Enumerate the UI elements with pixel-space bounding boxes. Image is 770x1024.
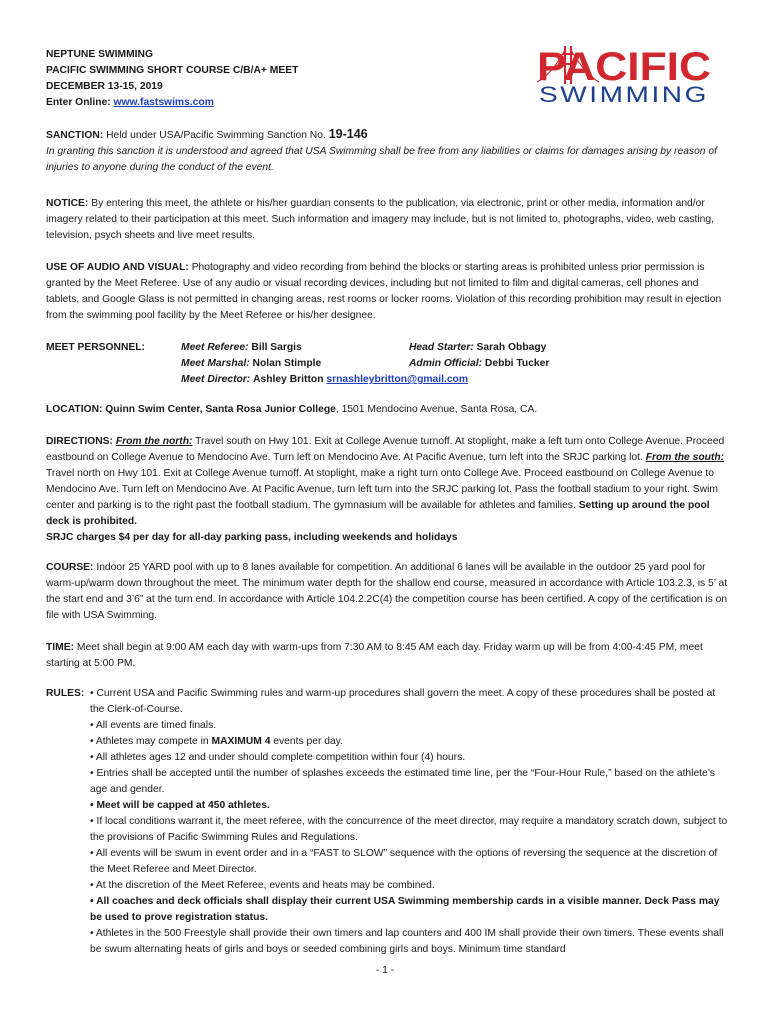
meet-director-role: Meet Director: <box>181 374 251 385</box>
admin-official-name: Debbi Tucker <box>484 358 550 369</box>
course-section <box>46 560 730 624</box>
admin-official-role: Admin Official: <box>409 358 483 369</box>
head-starter-row <box>409 340 549 356</box>
meet-director-row <box>181 372 468 388</box>
meet-header <box>46 47 298 111</box>
audio-visual-text: Photography and video recording from behind the blocks or starting areas is prohibited unless prior permission is granted by the Meet Referee. Use of any audio or visual recording devices, including but not limited to film and digital cameras, cell phones and tablets, and Google Glass is not permitted in changing areas, rest rooms or locker rooms. Violation of this recording prohibition may result in ejection from the swimming pool facility by the Meet Referee or his/her designee. <box>46 262 722 321</box>
rule-item: • All events will be swum in event order and in a “FAST to SLOW” sequence with the options of reversing the sequence at the discretion of the Meet Referee and Meet Director. <box>90 848 718 875</box>
personnel-column-right <box>409 340 549 372</box>
rule-item-coaches: • All coaches and deck officials shall display their current USA Swimming membership cards in a visible manner. Deck Pass may be used to prove registration status. <box>90 896 720 923</box>
header-club: NEPTUNE SWIMMING <box>46 49 153 60</box>
enter-online-label: Enter Online: <box>46 97 114 108</box>
page-number: - 1 - <box>375 965 395 976</box>
rule-item: • All athletes ages 12 and under should complete competition within four (4) hours. <box>90 752 466 763</box>
sanction-number: 19-146 <box>328 127 368 141</box>
course-text: Indoor 25 YARD pool with up to 8 lanes available for competition. An additional 6 lanes will be available in the outdoor 25 yard pool for warm-up/warm down throughout the meet. The minimum water depth for the shallow end course, measured in accordance with Article 103.2.3, is 5’ at the start end and 3’6” at the turn end. In accordance with Article 104.2.2C(4) the competition course has been certified. A copy of the certification is on file with USA Swimming. <box>46 562 728 621</box>
logo-graphic <box>537 44 712 104</box>
head-starter-name: Sarah Obbagy <box>476 342 547 353</box>
from-north-text: Travel south on Hwy 101. Exit at College Avenue turnoff. At stoplight, make a left turn onto College Avenue. Proceed eastbound on College Avenue to Mendocino Ave. Turn left on Mendocino Ave. At Pacific Avenue, turn left into the SRJC parking lot. <box>46 436 725 463</box>
time-section <box>46 640 730 672</box>
meet-director-name: Ashley Britton <box>253 374 324 385</box>
course-label: COURSE: <box>46 562 94 573</box>
rule-item: • Entries shall be accepted until the number of splashes exceeds the estimated time line, per the “Four-Hour Rule,” based on the athlete’s age and gender. <box>90 768 716 795</box>
location-text: , 1501 Mendocino Avenue, Santa Rosa, CA. <box>335 404 538 415</box>
header-dates: DECEMBER 13-15, 2019 <box>46 81 163 92</box>
rule-item-max-events <box>90 734 730 750</box>
rule-max-prefix: • Athletes may compete in <box>90 736 212 747</box>
location-section <box>46 402 730 418</box>
rule-item: • Current USA and Pacific Swimming rules and warm-up procedures shall govern the meet. A copy of these procedures shall be posted at the Clerk-of-Course. <box>90 688 716 715</box>
rule-item: • If local conditions warrant it, the meet referee, with the concurrence of the meet director, may require a mandatory scratch down, subject to the provisions of Pacific Swimming Rules and Regulations. <box>90 816 728 843</box>
pool-deck-notice: Setting up around the pool deck is prohibited. <box>46 500 710 527</box>
rule-item: • All events are timed finals. <box>90 720 217 731</box>
sanction-label: SANCTION: <box>46 130 104 141</box>
rules-label: RULES: <box>46 688 85 699</box>
rule-max-bold: MAXIMUM 4 <box>211 736 271 747</box>
directions-label: DIRECTIONS: <box>46 436 113 447</box>
rule-item-cap: • Meet will be capped at 450 athletes. <box>90 800 270 811</box>
from-south-text: Travel north on Hwy 101. Exit at College Avenue turnoff. At stoplight, make a right turn onto College Ave. Proceed eastbound on College Avenue to Mendocino Ave. Turn left on Mendocino Ave. At Pacific Avenue, turn left turn into the SRJC parking lot. Pass the football stadium to your right. Swim center and parking is to the right past the football stadium. The gymnasium will be available for athletes and families. <box>46 468 718 511</box>
audio-visual-label: USE OF AUDIO AND VISUAL: <box>46 262 189 273</box>
header-meet-title: PACIFIC SWIMMING SHORT COURSE C/B/A+ MEET <box>46 65 299 76</box>
pacific-swimming-logo <box>537 44 712 104</box>
notice-text: By entering this meet, the athlete or his/her guardian consents to the publication, via electronic, print or other media, information and/or imagery related to their participation at this meet. Such information and imagery may include, but is not limited to, photographs, video, web casting, television, psych sheets and live meet results. <box>46 198 714 241</box>
sanction-section <box>46 126 730 176</box>
time-label: TIME: <box>46 642 75 653</box>
audio-visual-section <box>46 260 730 324</box>
rule-max-tail: events per day. <box>270 736 343 747</box>
directions-section <box>46 434 730 546</box>
sanction-text: Held under USA/Pacific Swimming Sanction No. <box>103 130 329 141</box>
logo-swimming-text: SWIMMING <box>539 82 709 104</box>
meet-director-email-link[interactable]: srnashleybritton@gmail.com <box>326 374 469 385</box>
from-south-label: From the south: <box>645 452 725 463</box>
rules-list <box>90 686 730 958</box>
from-north-label: From the north: <box>115 436 193 447</box>
parking-notice: SRJC charges $4 per day for all-day parking pass, including weekends and holidays <box>46 532 458 543</box>
logo-pacific-text: PACIFIC <box>537 45 711 89</box>
notice-label: NOTICE: <box>46 198 89 209</box>
personnel-label: MEET PERSONNEL: <box>46 342 145 353</box>
entry-website-link[interactable]: www.fastswims.com <box>113 97 214 108</box>
meet-marshal-name: Nolan Stimple <box>252 358 322 369</box>
header-entry-line <box>46 95 298 111</box>
head-starter-role: Head Starter: <box>409 342 474 353</box>
meet-referee-role: Meet Referee: <box>181 342 249 353</box>
rule-item: • At the discretion of the Meet Referee, events and heats may be combined. <box>90 880 435 891</box>
meet-referee-name: Bill Sargis <box>251 342 302 353</box>
meet-marshal-role: Meet Marshal: <box>181 358 250 369</box>
notice-section <box>46 196 730 244</box>
admin-official-row <box>409 356 549 372</box>
time-text: Meet shall begin at 9:00 AM each day with warm-ups from 7:30 AM to 8:45 AM each day. Friday warm up will be from 4:00-4:45 PM, meet starting at 5:00 PM. <box>46 642 703 669</box>
sanction-disclaimer: In granting this sanction it is understood and agreed that USA Swimming shall be free from any liabilities or claims for damages arising by reason of injuries to anyone during the conduct of the event. <box>46 146 717 173</box>
rule-item: • Athletes in the 500 Freestyle shall provide their own timers and lap counters and 400 IM shall provide their own timers. These events shall be swum alternating heats of girls and boys or seeded combining girls and boys. Minimum time standard <box>90 928 724 955</box>
location-label: LOCATION: Quinn Swim Center, Santa Rosa Junior College <box>46 404 336 415</box>
sanction-line <box>46 126 730 144</box>
